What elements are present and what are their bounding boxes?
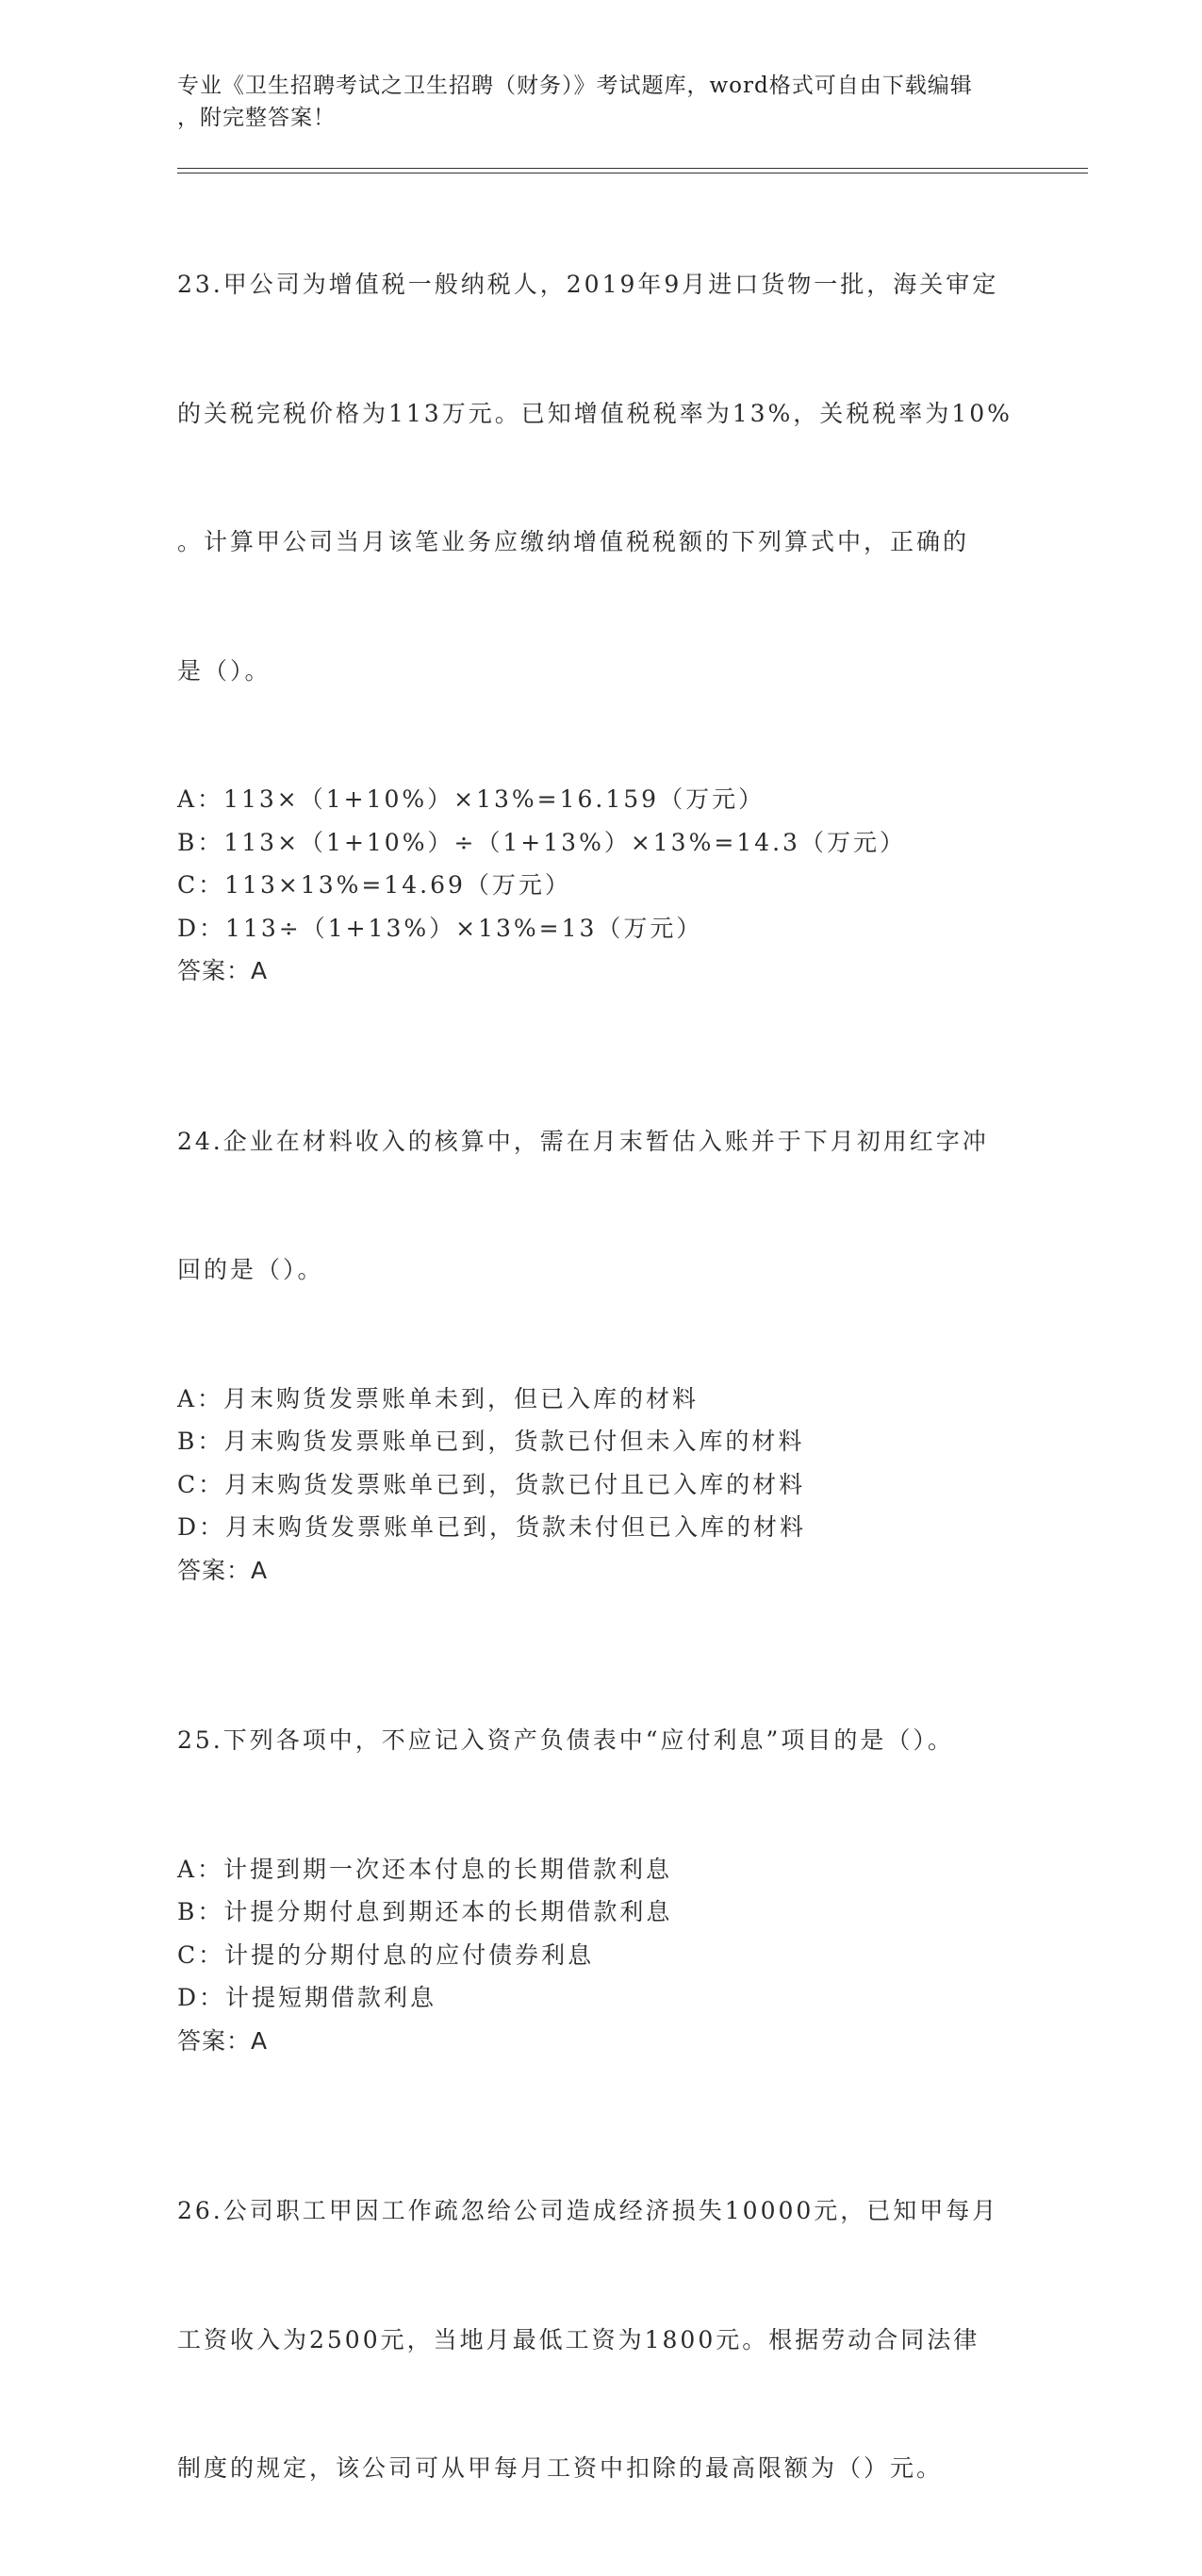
answer-line: 答案：A	[177, 957, 269, 984]
stem-line: 回的是（）。	[177, 1256, 324, 1283]
stem-line: 制度的规定，该公司可从甲每月工资中扣除的最高限额为（）元。	[177, 2454, 944, 2482]
option-c: C：计提的分期付息的应付债券利息	[177, 1940, 595, 1969]
question-25	[177, 1633, 1026, 2062]
answer-line: 答案：A	[177, 2026, 269, 2055]
stem-line: 。计算甲公司当月该笔业务应缴纳增值税税额的下列算式中，正确的	[177, 528, 970, 555]
question-23	[177, 177, 1026, 993]
answer-line: 答案：A	[177, 1556, 269, 1584]
option-b: B：月末购货发票账单已到，货款已付但未入库的材料	[177, 1428, 805, 1455]
option-b: B：计提分期付息到期还本的长期借款利息	[177, 1898, 673, 1925]
option-a: A：月末购货发票账单未到，但已入库的材料	[177, 1384, 700, 1412]
question-stem	[177, 1633, 1026, 1848]
question-24	[177, 1034, 1026, 1593]
option-b: B：113×（1+10%）÷（1+13%）×13%=14.3（万元）	[177, 828, 906, 856]
header-line-2: ，附完整答案！	[177, 106, 336, 130]
stem-line: 的关税完税价格为113万元。已知增值税税率为13%，关税税率为10%	[177, 399, 1013, 427]
option-c: C：113×13%=14.69（万元）	[177, 871, 571, 899]
header-divider-top	[177, 168, 1088, 169]
option-d: D：月末购货发票账单已到，货款未付但已入库的材料	[177, 1513, 807, 1541]
stem-line: 工资收入为2500元，当地月最低工资为1800元。根据劳动合同法律	[177, 2325, 980, 2353]
stem-line: 是（）。	[177, 656, 272, 685]
stem-line: 23.甲公司为增值税一般纳税人，2019年9月进口货物一批，海关审定	[177, 271, 999, 298]
option-a: A：计提到期一次还本付息的长期借款利息	[177, 1855, 673, 1883]
option-a: A：113×（1+10%）×13%=16.159（万元）	[177, 785, 766, 813]
stem-line: 25.下列各项中，不应记入资产负债表中“应付利息”项目的是（）。	[177, 1726, 954, 1754]
option-c: C：月末购货发票账单已到，货款已付且已入库的材料	[177, 1470, 806, 1498]
stem-line: 24.企业在材料收入的核算中，需在月末暂估入账并于下月初用红字冲	[177, 1127, 989, 1155]
question-list	[177, 177, 1026, 2576]
option-d: D：计提短期借款利息	[177, 1984, 437, 2011]
document-header	[177, 70, 1026, 134]
question-stem	[177, 1034, 1026, 1378]
question-stem	[177, 2104, 1026, 2576]
question-26	[177, 2104, 1026, 2576]
option-d: D：113÷（1+13%）×13%=13（万元）	[177, 914, 703, 942]
question-stem	[177, 177, 1026, 778]
header-line-1: 专业《卫生招聘考试之卫生招聘（财务）》考试题库，word格式可自由下载编辑	[177, 74, 973, 98]
stem-line: 26.公司职工甲因工作疏忽给公司造成经济损失10000元，已知甲每月	[177, 2197, 999, 2224]
